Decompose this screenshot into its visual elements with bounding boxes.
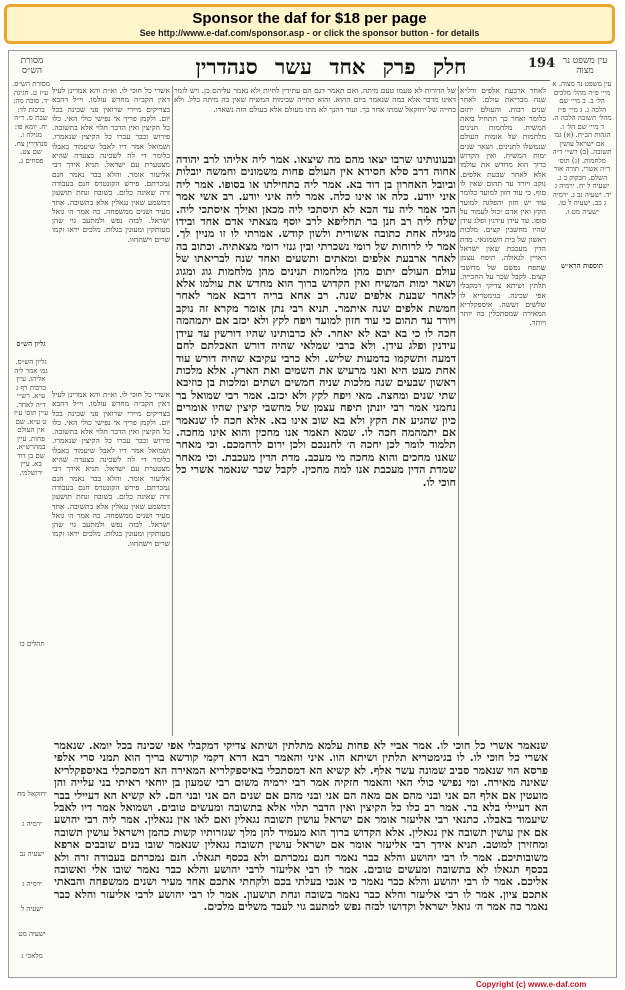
margin-ref: ירמיה ג [22,820,42,828]
margin-ref: ישעיה ל [20,905,44,913]
column-divider-left [172,86,173,736]
margin-ref: יחזקאל מח [17,790,47,798]
tosafot-upper: אשרי כל חוכי לו. וא״ת והא אמרינן לעיל דאין הקב״ה מחדש עולמו. וי״ל דהכא בצדיקים מיירי שרואין פני שכינה בכל יום. ולקמן פריך אי נפישי כולי האי. כלו כל הקיצין ואין הדבר תלוי אלא בתשובה. פירוש וכבר עברו כל הקיצין שנאמרו. ושמואל אמר דיו לאבל שיעמוד באבלו כלומר די לה לשכינה בצערה שהיא מצטערת עם ישראל. תניא אידך רבי אליעזר אומר. והלא כבר נאמר חנם נמכרתם. פירש הקונטרס חנם בעבודה זרה שאינה כלום. בשובה ונחת תושעון דמשמע שאין נגאלין אלא בתשובה. אחד מעיר ושנים ממשפחה. כה אמר ה׳ גואל ישראל. לבזה נפש ולמתעב גוי שהן מעותקין ומעונין בגלות. מלכים יראו וקמו שרים וישתחוו. [52,86,170,244]
running-head: חלק פרק אחד עשר סנהדרין [195,54,467,79]
gilyon-hashas-margin: גליון הש״ס. גמ׳ אמר ליה אליהו. עיין ברכות דף ג ע״א. רש״י ד״ה לאחר. עיין תוס׳ ע״ז ט ע״א. שם אין העולם פחות. עיין במהרש״א. שם בן דוד בא. עיין ירושלמי. [13,358,49,477]
header-rule [60,80,550,81]
sponsor-title[interactable]: Sponsor the daf for $18 per page [192,10,427,27]
margin-ref: מלאכי ג [21,952,43,960]
margin-ref: תהלים כו [19,640,45,648]
gemara-main-text: ובעונותינו שרבו יצאו מהם מה שיצאו. אמר ליה אליהו לרב יהודה אחוה דרב סלא חסידא אין העולם פחות משמונים וחמשה יובלות וביובל האחרון בן דוד בא. אמר ליה בתחילתו או בסופו. אמר ליה איני יודע. כלה או אינו כלה. אמר ליה איני יודע. רב אשי אמר הכי אמר ליה עד הכא לא תיסתכי ליה מכאן ואילך איסתכי ליה. שלח ליה רב חנן בר תחליפא לרב יוסף מצאתי אדם אחד ובידו מגילה אחת כתובה אשורית ולשון קודש. אמרתי לו זו מניין לך. אמר לי לרוחות של רומי נשכרתי ובין גנזי רומי מצאתיה. וכתוב בה לאחר ארבעת אלפים ומאתים ותשעים ואחד שנה לבריאתו של עולם העולם יתום מהן מלחמות תנינים מהן מלחמות גוג ומגוג ושאר ימות המשיח ואין הקדוש ברוך הוא מחדש את עולמו אלא לאחר שבעת אלפים שנה. רב אחא בריה דרבא אמר לאחר חמשת אלפים שנה איתמר. תניא רבי נתן אומר מקרא זה נוקב ויורד עד תהום כי עוד חזון למועד ויפח לקץ ולא יכזב אם יתמהמה חכה לו כי בא יבא לא יאחר. לא כרבותינו שהיו דורשין עד עידן עידנין ופלג עידן. ולא כרבי שמלאי שהיה דורש האכלתם לחם דמעה ותשקמו בדמעות שליש. ולא כרבי עקיבא שהיה דורש עוד אחת מעט היא ואני מרעיש את השמים ואת הארץ. אלא מלכות ראשון שבעים שנה מלכות שניה חמשים ושתים ומלכות בן כוזיבא שתי שנים ומחצה. מאי ויפח לקץ ולא יכזב. אמר רבי שמואל בר נחמני אמר רבי יונתן תיפח עצמן של מחשבי קיצין שהיו אומרים כיון שהגיע את הקץ ולא בא שוב אינו בא. אלא חכה לו שנאמר אם יתמהמה חכה לו. שמא תאמר אנו מחכין והוא אינו מחכה. תלמוד לומר לכן יחכה ה׳ לחננכם ולכן ירום לרחמכם. וכי מאחר שאנו מחכים והוא מחכה מי מעכב. מדת הדין מעכבת. וכי מאחר שמדת הדין מעכבת אנו למה מחכין. לקבל שכר שנאמר אשרי כל חוכי לו. [176,154,456,489]
margin-ref: ישעיה נב [19,850,45,858]
margin-ref: ישעיה מט [18,930,46,938]
margin-ref: ירמיה ג [22,880,42,888]
mesoret-hashas-margin: מסורת הש״ס. ע״ז ט. חגיגה יד. סוכה מה: ברכות לד: שבת ס. ר״ה יח. יומא פו: מגילה ו. סנהדרין צח. שם צט. פסחים נ. [12,80,50,165]
gilyon-title: גליון הש״ס [16,340,46,348]
page-number: 194 [528,56,556,71]
mesoret-hashas-header: מסורת הש״ס [20,56,44,76]
gemara-continuation: שנאמר אשרי כל חוכי לו. אמר אביי לא פחות עלמא מתלתין ושיתא צדיקי דמקבלי אפי שכינה בכל יומא. שנאמר אשרי כל חוכי לו. לו בגימטריא תלתין ושיתא הוו. איני והאמר רבא דרא דקמי קודשא בריך הוא תמני סרי אלפי פרסא הוי שנאמר סביב שמונה עשר אלף. לא קשיא הא דמסתכלי באיספקלריא המאירה הא דמסתכלי באיספקלריא שאינה מאירה. ומי נפישי כולי האי והאמר חזקיה אמר רבי ירמיה משום רבי שמעון בן יוחאי ראיתי בני עלייה והן מועטין אם אלף הם אני ובני מהם אם מאה הם אני ובני מהם אם שנים הם אני ובני הם. לא קשיא הא דעיילי בבר הא דעיילי בלא בר. אמר רב כלו כל הקיצין ואין הדבר תלוי אלא בתשובה ומעשים טובים. ושמואל אמר דיו לאבל שיעמוד באבלו. כתנאי רבי אליעזר אומר אם ישראל עושין תשובה נגאלין ואם לאו אין נגאלין. אמר ליה רבי יהושע אם אין עושין תשובה אין נגאלין. אלא הקדוש ברוך הוא מעמיד להן מלך שגזרותיו קשות כהמן וישראל עושין תשובה ומחזירן למוטב. תניא אידך רבי אליעזר אומר אם ישראל עושין תשובה נגאלין שנאמר שובו בנים שובבים ארפא משובותיכם. אמר לו רבי יהושע והלא כבר נאמר חנם נמכרתם ולא בכסף תגאלו. חנם נמכרתם בעבודה זרה ולא בכסף תגאלו לא בתשובה ומעשים טובים. אמר לו רבי אליעזר לרבי יהושע והלא כבר נאמר שובו אלי ואשובה אליכם. אמר לו רבי יהושע והלא כבר נאמר כי אנכי בעלתי בכם ולקחתי אתכם אחד מעיר ושנים ממשפחה והבאתי אתכם ציון. אמר לו רבי אליעזר והלא כבר נאמר בשובה ונחת תושעון. אמר לו רבי יהושע לרבי אליעזר והלא כבר נאמר כה אמר ה׳ גואל ישראל וקדושו לבזה נפש למתעב גוי לעבד משלים מלכים. [54,740,548,914]
sponsor-subtitle[interactable]: See http://www.e-daf.com/sponsor.asp - or click the sponsor button - for details [139,28,480,38]
sponsor-banner[interactable] [4,4,615,44]
ein-mishpat-header: עין משפט נר מצוה [562,56,608,76]
tosafot-lower: אשרי כל חוכי לו. וא״ת והא אמרינן לעיל דאין הקב״ה מחדש עולמו. וי״ל דהכא בצדיקים מיירי שרואין פני שכינה בכל יום. ולקמן פריך אי נפישי כולי האי. כלו כל הקיצין ואין הדבר תלוי אלא בתשובה. פירוש וכבר עברו כל הקיצין שנאמרו. ושמואל אמר דיו לאבל שיעמוד באבלו כלומר די לה לשכינה בצערה שהיא מצטערת עם ישראל. תניא אידך רבי אליעזר אומר. והלא כבר נאמר חנם נמכרתם. פירש הקונטרס חנם בעבודה זרה שאינה כלום. בשובה ונחת תושעון דמשמע שאין נגאלין אלא בתשובה. אחד מעיר ושנים ממשפחה. כה אמר ה׳ גואל ישראל. לבזה נפש ולמתעב גוי שהן מעותקין ומעונין בגלות. מלכים יראו וקמו שרים וישתחוו. [52,390,170,548]
tosafot-rash-title: תוספות הרא״ש [561,262,603,270]
column-divider-right [458,86,459,736]
ein-mishpat-margin: עין משפט נר מצוה. א מיי׳ פ״ה מהל׳ מלכים הל׳ ב. ב מיי׳ שם הלכה ג. ג מיי׳ פ״ז מהל׳ תשובה הלכה ה. ד מיי׳ שם הל׳ ו. הגהות הב״ח. (א) גמ׳ אם ישראל עושין תשובה. (ב) רש״י ד״ה מלחמות. (ג) תוס׳ ד״ה אשרי. תורה אור השלם. חבקוק ב ג. ישעיה ל יח. ירמיה ג יד. ישעיה נב ג. ירמיה ג כב. ישעיה ל טו. ישעיה מט ז. [552,80,612,216]
rashi-commentary: לאחר ארבעת אלפים ורל״א שנה מבריאת עולם. לאחר שנים רבות. והעולם יתום כלומר ואחר כך תתחיל ביאת המשיח. מלחמות תנינים מלחמות של אומות העולם שנמשלו לתנינים. ושאר שנים ימות המשיח. ואין הקדוש ברוך הוא מחדש את עולמו אלא לאחר שבעת אלפים. נוקב ויורד עד תהום שאין לו סוף. כי עוד חזון למועד כלומר עוד יש חזון והפלגה למועד הקץ ואין אדם יכול לעמוד על סופו. עד עידן עידנין ופלג עידן שהיו מחשבין קצים. מלכות ראשון של בית חשמונאי. מדת הדין מעכבת שאין ישראל ראויין לגאולה. תיפח עצמן שתפח נפשם של מחשבי קצים. לקבל שכר על החכייה. תלתין ושיתא צדיקי דמקבלי אפי שכינה. בגימטריא לו שלשים וששה. איספקלריא המאירה שמסתכלין בה יותר ויותר. [460,86,546,328]
top-commentary: של הדורות לא טעמו טעם מיתה. ואם תאמר דגם הם עתידין לחיות ולא נאמר עליהם כן. ויש לומר דאינו מדבר אלא במה שנאמר ביום ההוא. והוא תחייה שבימות המשיח שאין בה מיתה כלל. ולא כחייה של יחזקאל שמתו אחר כך. ועוד דהנך לא מתו מעולם אלא בעולם הזה נשארו. [174,86,456,114]
copyright-footer[interactable]: Copyright (c) www.e-daf.com [476,980,587,989]
